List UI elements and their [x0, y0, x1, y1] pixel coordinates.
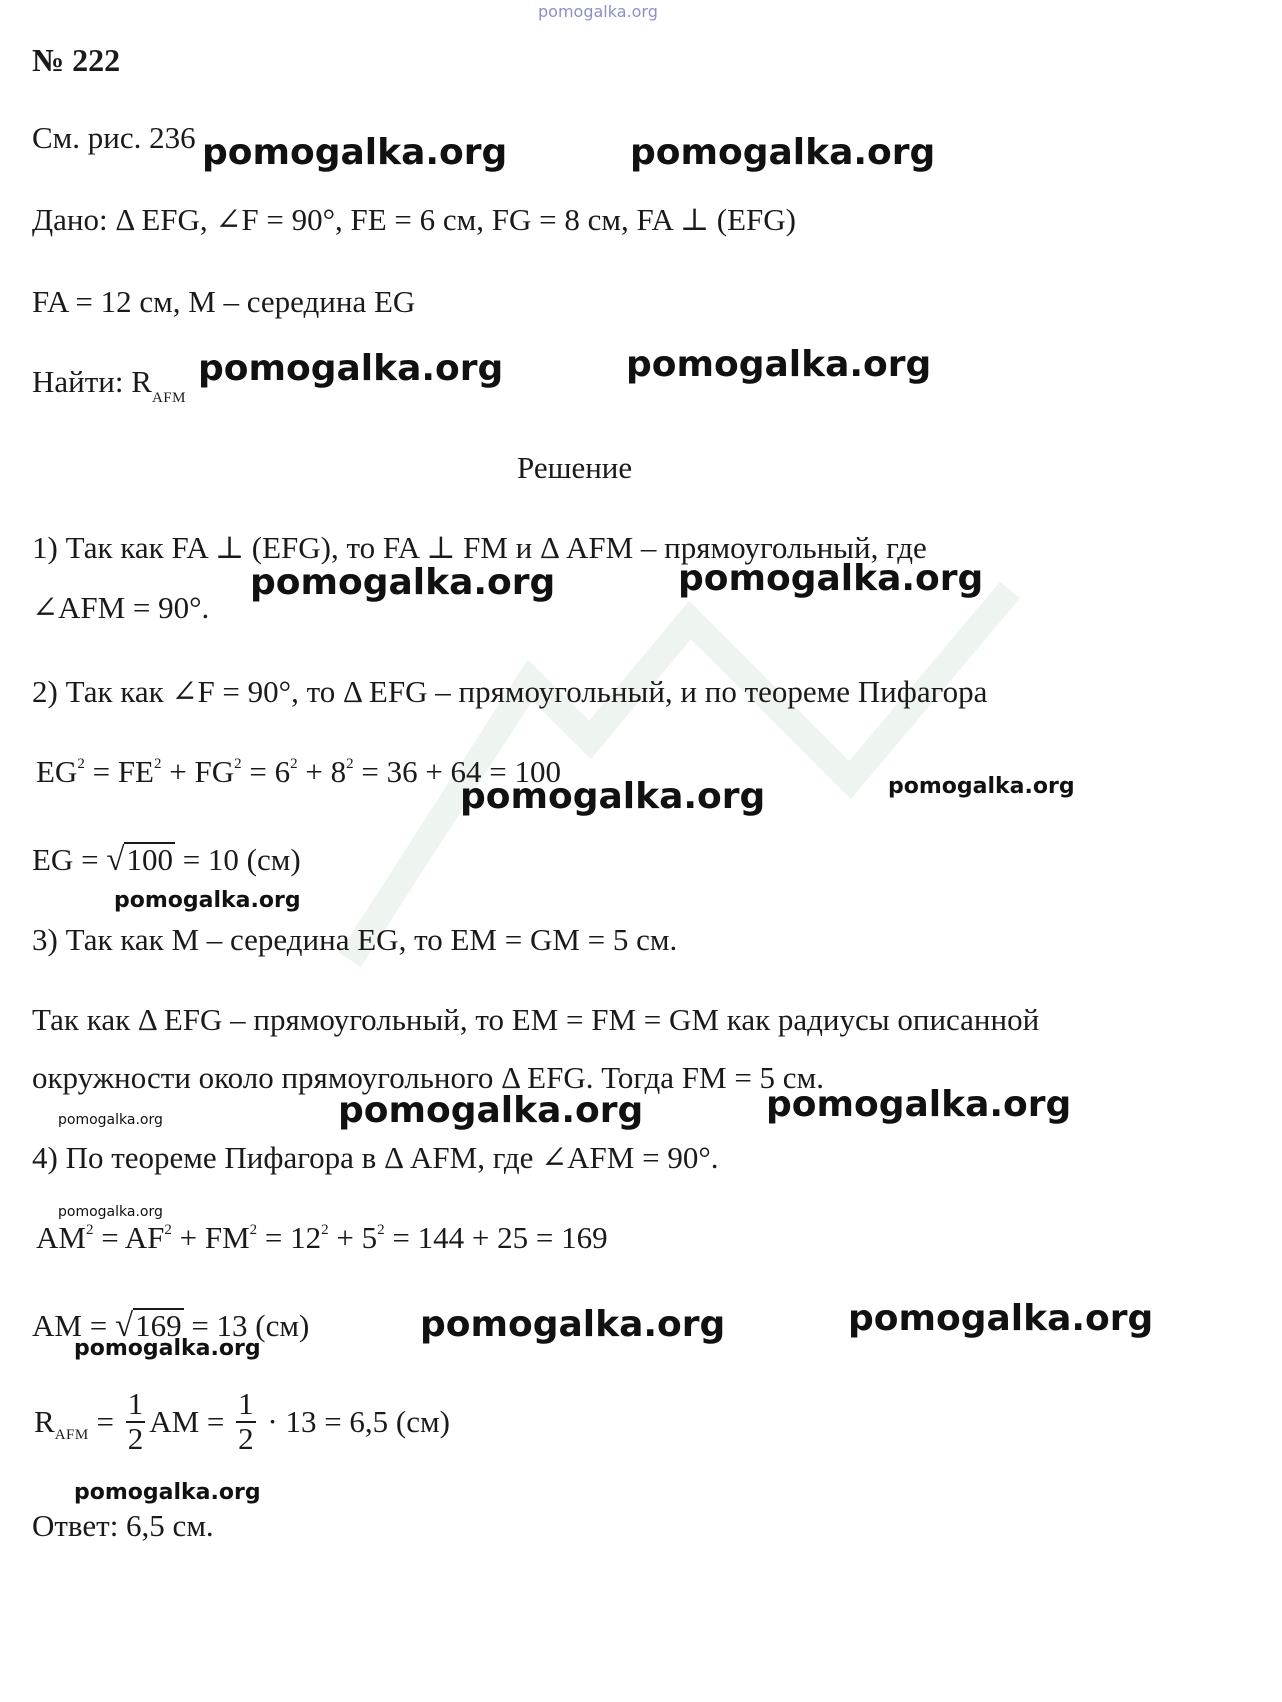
- problem-number: № 222: [32, 42, 121, 78]
- eq-term: EG: [36, 754, 78, 789]
- site-watermark: pomogalka.org: [74, 1336, 261, 1361]
- given-line-1: [32, 204, 796, 235]
- radius-symbol: R: [34, 1404, 55, 1440]
- site-watermark: pomogalka.org: [114, 888, 301, 913]
- eq-result: = 144 + 25 = 169: [392, 1220, 608, 1255]
- square-root: √100: [106, 842, 173, 878]
- radius-subscript: AFM: [54, 1426, 89, 1443]
- step-4-equation-3: $R_{AFM}$ = $\frac{1}{2}$ AM = $\frac{1}{2}$ · 13 = 6,5 (см): [34, 1386, 450, 1456]
- site-watermark: pomogalka.org: [338, 1090, 644, 1131]
- eq-lhs: EG =: [32, 842, 99, 877]
- eq-rhs: = 10 (см): [182, 842, 301, 877]
- fraction-one-half: [236, 1388, 256, 1455]
- eq-exponent: 2: [154, 756, 162, 772]
- site-watermark: pomogalka.org: [460, 776, 766, 817]
- eq-tail: · 13 = 6,5 (см): [267, 1404, 450, 1440]
- fraction-numerator: 1: [127, 1386, 144, 1421]
- site-watermark: pomogalka.org: [678, 558, 984, 599]
- solution-heading: Решение: [517, 450, 633, 485]
- eq-result: = 36 + 64 = 100: [361, 754, 562, 789]
- site-watermark: pomogalka.org: [250, 562, 556, 603]
- site-watermark: pomogalka.org: [202, 132, 508, 173]
- eq-exponent: 2: [234, 756, 242, 772]
- radicand: 169: [135, 1308, 182, 1343]
- radicand: 100: [126, 842, 173, 877]
- site-watermark: pomogalka.org: [626, 344, 932, 385]
- eq-term: 6: [274, 754, 291, 789]
- eq-exponent: 2: [321, 1222, 329, 1238]
- eq-exponent: 2: [249, 1222, 258, 1238]
- find-line: [32, 364, 186, 406]
- step-3-line-1: 3) Так как M – середина EG, то EM = GM = 5 см.: [32, 922, 678, 957]
- step-1-line-2: ∠AFM = 90°.: [32, 590, 210, 625]
- fraction-denominator: 2: [127, 1420, 144, 1456]
- site-watermark: pomogalka.org: [420, 1304, 726, 1345]
- eq-exponent: 2: [290, 756, 298, 772]
- step-2-line-1: 2) Так как ∠F = 90°, то Δ EFG – прямоугольный, и по теореме Пифагора: [32, 674, 988, 709]
- step-1-line-1: 1) Так как FA ⊥ (EFG), то FA ⊥ FM и Δ AFM – прямоугольный, где: [32, 530, 927, 565]
- find-label: Найти:: [32, 364, 124, 399]
- eq-exponent: 2: [377, 1222, 385, 1238]
- eq-term: 5: [361, 1220, 378, 1255]
- eq-middle: AM =: [149, 1404, 225, 1440]
- site-watermark: pomogalka.org: [58, 1112, 163, 1128]
- given-label: Дано:: [32, 202, 108, 237]
- site-watermark: pomogalka.org: [888, 774, 1075, 799]
- eq-term: FG: [194, 754, 235, 789]
- eq-lhs: AM =: [32, 1308, 108, 1343]
- square-root: √169: [114, 1308, 182, 1344]
- eq-term: 12: [290, 1220, 322, 1255]
- site-watermark: pomogalka.org: [198, 348, 504, 389]
- eq-rhs: = 13 (см): [191, 1308, 310, 1343]
- eq-term: FE: [117, 754, 154, 789]
- site-watermark: pomogalka.org: [58, 1204, 163, 1220]
- step-4-equation-1: $AM^2 = AF^2 + FM^2 = 12^2 + 5^2 = 144 + 25 = 169$: [36, 1220, 608, 1255]
- find-subscript: AFM: [151, 390, 186, 406]
- step-3-line-2: Так как Δ EFG – прямоугольный, то EM = FM = GM как радиусы описанной: [32, 1002, 1040, 1037]
- step-2-equation-1: $EG^2 = FE^2 + FG^2 = 6^2 + 8^2 = 36 + 64 = 100$: [36, 754, 562, 789]
- figure-reference: См. рис. 236: [32, 120, 196, 155]
- eq-term: AF: [124, 1220, 165, 1255]
- eq-term: 8: [330, 754, 347, 789]
- site-watermark: pomogalka.org: [848, 1298, 1154, 1339]
- eq-term: AM: [36, 1220, 86, 1255]
- step-4-line-1: 4) По теореме Пифагора в Δ AFM, где ∠AFM = 90°.: [32, 1140, 719, 1175]
- eq-exponent: 2: [85, 1222, 94, 1238]
- eq-exponent: 2: [164, 1222, 172, 1238]
- step-2-equation-2: [32, 842, 301, 877]
- eq-exponent: 2: [77, 756, 85, 772]
- eq-exponent: 2: [346, 756, 354, 772]
- eq-term: FM: [204, 1220, 250, 1255]
- given-line-2: FA = 12 см, M – середина EG: [32, 284, 416, 319]
- site-watermark: pomogalka.org: [766, 1084, 1072, 1125]
- fraction-denominator: 2: [238, 1420, 254, 1456]
- answer: Ответ: 6,5 см.: [32, 1508, 214, 1543]
- given-conditions: Δ EFG, ∠F = 90°, FE = 6 см, FG = 8 см, FA ⊥ (EFG): [115, 202, 796, 237]
- site-watermark: pomogalka.org: [630, 132, 936, 173]
- find-symbol: R: [131, 364, 152, 399]
- step-3-line-3: окружности около прямоугольного Δ EFG. Тогда FM = 5 см.: [32, 1060, 824, 1095]
- fraction-numerator: 1: [238, 1386, 254, 1421]
- fraction-one-half: [126, 1388, 146, 1455]
- site-watermark: pomogalka.org: [74, 1480, 261, 1505]
- top-watermark: pomogalka.org: [538, 2, 658, 21]
